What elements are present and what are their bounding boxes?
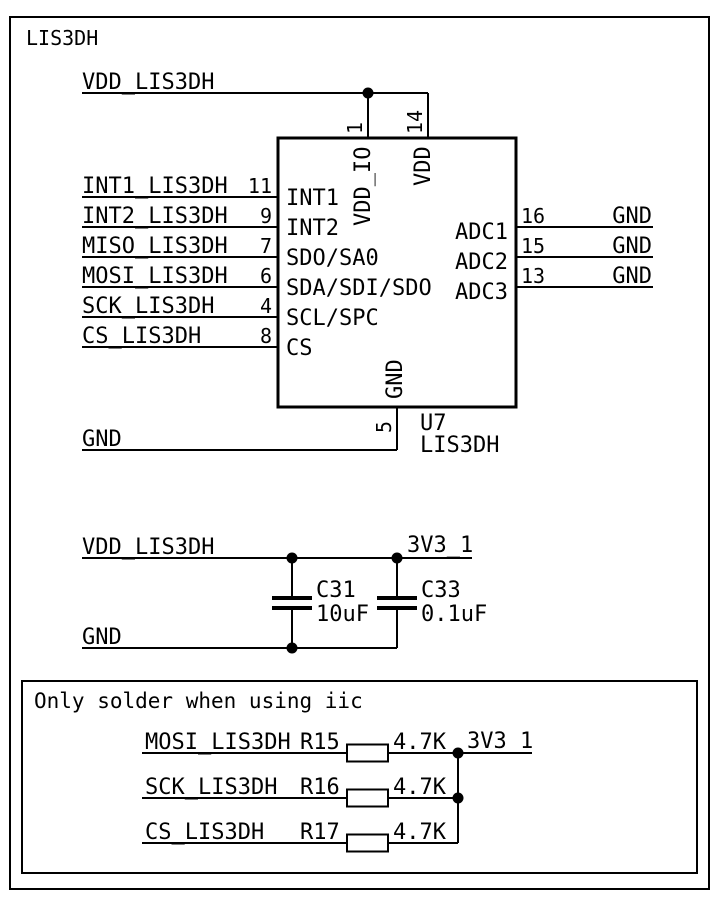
net-label-vdd-lis3dh: VDD_LIS3DH bbox=[82, 535, 215, 560]
net-label: CS_LIS3DH bbox=[82, 324, 202, 349]
net-label-3v3: 3V3_1 bbox=[407, 533, 474, 558]
pin-number: 9 bbox=[259, 204, 272, 228]
net-label-gnd: GND bbox=[612, 264, 652, 289]
resistor-symbol-r17 bbox=[347, 835, 388, 852]
pin-number: 11 bbox=[247, 174, 272, 198]
pin-number-1: 1 bbox=[343, 121, 367, 134]
pin-number-14: 14 bbox=[403, 109, 427, 134]
net-label: INT1_LIS3DH bbox=[82, 174, 228, 199]
pin-name-vdd-io: VDD_IO bbox=[351, 146, 376, 226]
iic-note-text: Only solder when using iic bbox=[34, 689, 363, 713]
pin-name: ADC2 bbox=[455, 250, 508, 275]
pin-number: 4 bbox=[259, 294, 272, 318]
pin-number: 7 bbox=[259, 234, 272, 258]
resistor-reference: R15 bbox=[300, 730, 340, 755]
gnd-pin-wiring bbox=[82, 407, 397, 450]
decoupling-wiring bbox=[82, 553, 472, 654]
pin-name: SDO/SA0 bbox=[286, 246, 379, 271]
net-label: SCK_LIS3DH bbox=[145, 775, 278, 800]
pin-number-5: 5 bbox=[372, 420, 396, 433]
pin-name: INT1 bbox=[286, 186, 339, 211]
capacitor-symbol-c33 bbox=[377, 558, 417, 648]
resistor-value: 4.7K bbox=[393, 730, 446, 755]
resistor-value: 4.7K bbox=[393, 775, 446, 800]
net-label-gnd: GND bbox=[82, 427, 122, 452]
junction-dot bbox=[363, 88, 374, 99]
pin-name: ADC3 bbox=[455, 280, 508, 305]
capacitor-value: 0.1uF bbox=[421, 602, 488, 627]
resistor-value: 4.7K bbox=[393, 820, 446, 845]
resistor-symbol-r16 bbox=[347, 790, 388, 807]
net-label: INT2_LIS3DH bbox=[82, 204, 228, 229]
resistor-reference: R16 bbox=[300, 775, 340, 800]
net-label: MOSI_LIS3DH bbox=[82, 264, 228, 289]
net-label: SCK_LIS3DH bbox=[82, 294, 215, 319]
pin-name-gnd: GND bbox=[383, 359, 408, 399]
net-label-vdd-lis3dh: VDD_LIS3DH bbox=[82, 70, 215, 95]
ic-reference: U7 bbox=[420, 411, 447, 436]
net-label: CS_LIS3DH bbox=[145, 820, 265, 845]
pin-number: 8 bbox=[259, 324, 272, 348]
pin-number: 15 bbox=[521, 234, 546, 258]
resistor-symbol-r15 bbox=[347, 745, 388, 762]
ic-value: LIS3DH bbox=[420, 433, 500, 458]
capacitor-reference: C31 bbox=[316, 578, 356, 603]
pin-name: INT2 bbox=[286, 216, 339, 241]
junction-dot bbox=[453, 748, 464, 759]
net-label: MOSI_LIS3DH bbox=[145, 730, 291, 755]
resistor-reference: R17 bbox=[300, 820, 340, 845]
net-label: MISO_LIS3DH bbox=[82, 234, 228, 259]
pin-number: 16 bbox=[521, 204, 546, 228]
junction-dot bbox=[453, 793, 464, 804]
pin-number: 6 bbox=[259, 264, 272, 288]
net-label-gnd: GND bbox=[612, 234, 652, 259]
net-label-gnd: GND bbox=[82, 625, 122, 650]
pin-name: CS bbox=[286, 336, 313, 361]
capacitor-symbol-c31 bbox=[272, 558, 312, 648]
capacitor-value: 10uF bbox=[316, 602, 369, 627]
vdd-net-wiring bbox=[82, 88, 428, 139]
pin-name-vdd: VDD bbox=[411, 146, 436, 186]
sheet-title: LIS3DH bbox=[26, 26, 99, 50]
net-label-3v3: 3V3_1 bbox=[467, 729, 534, 754]
pin-name: ADC1 bbox=[455, 220, 508, 245]
net-label-gnd: GND bbox=[612, 204, 652, 229]
pin-name: SCL/SPC bbox=[286, 306, 379, 331]
pin-name: SDA/SDI/SDO bbox=[286, 276, 432, 301]
capacitor-reference: C33 bbox=[421, 578, 461, 603]
pin-number: 13 bbox=[521, 264, 546, 288]
